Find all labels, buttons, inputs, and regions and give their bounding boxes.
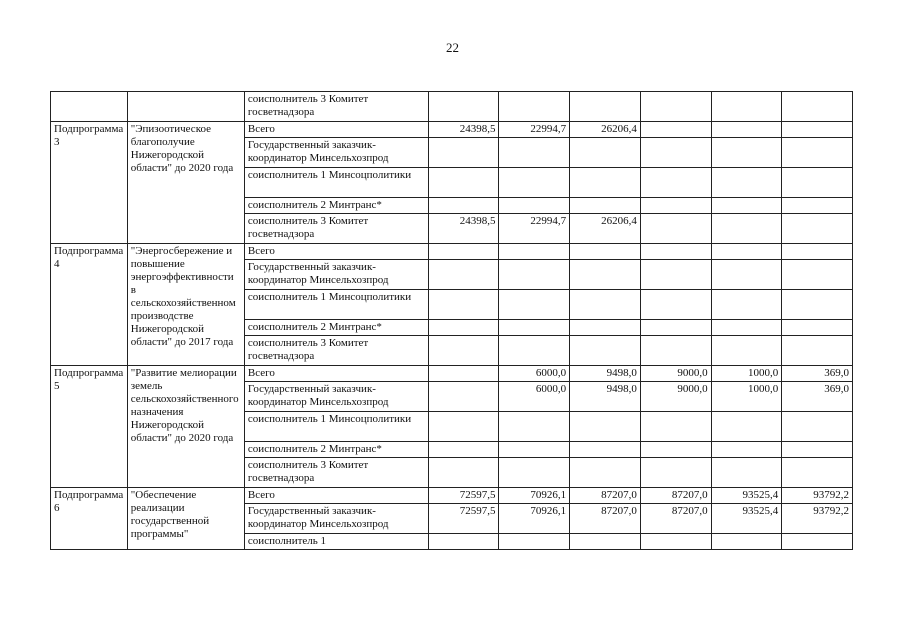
value-cell [640, 458, 711, 488]
value-cell [428, 168, 499, 198]
value-cell [640, 198, 711, 214]
value-cell: 70926,1 [499, 488, 570, 504]
value-cell: 1000,0 [711, 382, 782, 412]
value-cell [640, 412, 711, 442]
value-cell [782, 458, 853, 488]
value-cell [782, 122, 853, 138]
value-cell: 93525,4 [711, 488, 782, 504]
value-cell [499, 412, 570, 442]
value-cell [499, 168, 570, 198]
value-cell [782, 260, 853, 290]
value-cell [711, 168, 782, 198]
value-cell [711, 214, 782, 244]
value-cell [499, 458, 570, 488]
subprogram-title-cell: "Эпизоотическое благополучие Нижегородской области" до 2020 года [127, 122, 244, 244]
value-cell [711, 412, 782, 442]
executor-cell: соисполнитель 1 Минсоцполитики [244, 290, 428, 320]
subprogram-title-cell: "Развитие мелиорации земель сельскохозяйственного назначения Нижегородской области" до 2020 года [127, 366, 244, 488]
value-cell [499, 336, 570, 366]
value-cell [711, 442, 782, 458]
value-cell [782, 534, 853, 550]
value-cell [711, 198, 782, 214]
value-cell: 93525,4 [711, 504, 782, 534]
executor-cell: Всего [244, 366, 428, 382]
program-funding-table [50, 91, 853, 550]
value-cell [782, 214, 853, 244]
value-cell [640, 168, 711, 198]
value-cell [711, 320, 782, 336]
table-body [51, 92, 853, 550]
value-cell: 9000,0 [640, 366, 711, 382]
value-cell [570, 244, 641, 260]
value-cell [428, 412, 499, 442]
value-cell [640, 122, 711, 138]
subprogram-code-cell [51, 92, 128, 122]
value-cell [711, 92, 782, 122]
subprogram-title-cell [127, 92, 244, 122]
executor-cell: Всего [244, 122, 428, 138]
value-cell: 87207,0 [570, 488, 641, 504]
value-cell: 24398,5 [428, 214, 499, 244]
value-cell: 369,0 [782, 382, 853, 412]
value-cell [570, 442, 641, 458]
value-cell [499, 198, 570, 214]
value-cell [428, 366, 499, 382]
subprogram-code-cell: Подпрограмма 4 [51, 244, 128, 366]
value-cell [428, 92, 499, 122]
value-cell [428, 244, 499, 260]
subprogram-title-cell: "Обеспечение реализации государственной программы" [127, 488, 244, 550]
value-cell [570, 198, 641, 214]
value-cell [640, 92, 711, 122]
value-cell [570, 168, 641, 198]
value-cell [711, 122, 782, 138]
value-cell [499, 290, 570, 320]
executor-cell: Государственный заказчик-координатор Минсельхозпрод [244, 504, 428, 534]
executor-cell: соисполнитель 1 Минсоцполитики [244, 168, 428, 198]
value-cell [782, 198, 853, 214]
table-row [51, 488, 853, 504]
value-cell: 87207,0 [570, 504, 641, 534]
value-cell [711, 138, 782, 168]
subprogram-code-cell: Подпрограмма 6 [51, 488, 128, 550]
value-cell [782, 320, 853, 336]
executor-cell: соисполнитель 2 Минтранс* [244, 198, 428, 214]
value-cell [428, 458, 499, 488]
value-cell [640, 336, 711, 366]
value-cell [428, 534, 499, 550]
value-cell [570, 92, 641, 122]
table-row [51, 92, 853, 122]
executor-cell: Государственный заказчик-координатор Минсельхозпрод [244, 260, 428, 290]
value-cell: 87207,0 [640, 488, 711, 504]
value-cell [640, 214, 711, 244]
value-cell: 369,0 [782, 366, 853, 382]
table-row [51, 244, 853, 260]
value-cell [570, 458, 641, 488]
value-cell [640, 290, 711, 320]
table-row [51, 122, 853, 138]
value-cell: 1000,0 [711, 366, 782, 382]
executor-cell: Всего [244, 488, 428, 504]
value-cell [782, 138, 853, 168]
executor-cell: Всего [244, 244, 428, 260]
value-cell [428, 336, 499, 366]
value-cell [428, 260, 499, 290]
value-cell [782, 412, 853, 442]
value-cell [570, 138, 641, 168]
executor-cell: соисполнитель 2 Минтранс* [244, 442, 428, 458]
value-cell [499, 138, 570, 168]
value-cell: 9498,0 [570, 382, 641, 412]
value-cell: 72597,5 [428, 488, 499, 504]
value-cell [711, 534, 782, 550]
value-cell [428, 290, 499, 320]
subprogram-code-cell: Подпрограмма 3 [51, 122, 128, 244]
value-cell [499, 244, 570, 260]
value-cell [711, 458, 782, 488]
value-cell [782, 244, 853, 260]
value-cell [782, 168, 853, 198]
value-cell [711, 290, 782, 320]
value-cell [570, 320, 641, 336]
value-cell [782, 92, 853, 122]
value-cell [428, 442, 499, 458]
value-cell: 72597,5 [428, 504, 499, 534]
value-cell: 26206,4 [570, 214, 641, 244]
value-cell [640, 260, 711, 290]
value-cell [499, 92, 570, 122]
subprogram-code-cell: Подпрограмма 5 [51, 366, 128, 488]
executor-cell: соисполнитель 3 Комитет госветнадзора [244, 336, 428, 366]
value-cell: 22994,7 [499, 122, 570, 138]
executor-cell: Государственный заказчик-координатор Минсельхозпрод [244, 138, 428, 168]
subprogram-title-cell: "Энергосбережение и повышение энергоэффективности в сельскохозяйственном производстве Нижегородской области" до 2017 года [127, 244, 244, 366]
value-cell: 93792,2 [782, 504, 853, 534]
value-cell [499, 320, 570, 336]
executor-cell: соисполнитель 3 Комитет госветнадзора [244, 92, 428, 122]
value-cell [640, 138, 711, 168]
value-cell: 22994,7 [499, 214, 570, 244]
value-cell [499, 260, 570, 290]
value-cell [570, 290, 641, 320]
value-cell [570, 260, 641, 290]
value-cell: 87207,0 [640, 504, 711, 534]
value-cell [640, 244, 711, 260]
value-cell [499, 442, 570, 458]
value-cell: 6000,0 [499, 366, 570, 382]
value-cell [782, 290, 853, 320]
executor-cell: соисполнитель 1 [244, 534, 428, 550]
value-cell [428, 320, 499, 336]
value-cell [782, 442, 853, 458]
value-cell: 26206,4 [570, 122, 641, 138]
executor-cell: Государственный заказчик-координатор Минсельхозпрод [244, 382, 428, 412]
value-cell [428, 382, 499, 412]
value-cell: 70926,1 [499, 504, 570, 534]
executor-cell: соисполнитель 3 Комитет госветнадзора [244, 458, 428, 488]
value-cell [570, 412, 641, 442]
table-row [51, 366, 853, 382]
value-cell [711, 260, 782, 290]
value-cell [711, 244, 782, 260]
value-cell: 24398,5 [428, 122, 499, 138]
value-cell [570, 336, 641, 366]
value-cell [428, 198, 499, 214]
executor-cell: соисполнитель 3 Комитет госветнадзора [244, 214, 428, 244]
executor-cell: соисполнитель 2 Минтранс* [244, 320, 428, 336]
value-cell [428, 138, 499, 168]
value-cell [499, 534, 570, 550]
value-cell [640, 320, 711, 336]
value-cell [640, 534, 711, 550]
value-cell [711, 336, 782, 366]
page-number: 22 [446, 40, 459, 55]
value-cell [640, 442, 711, 458]
value-cell: 6000,0 [499, 382, 570, 412]
value-cell: 93792,2 [782, 488, 853, 504]
executor-cell: соисполнитель 1 Минсоцполитики [244, 412, 428, 442]
value-cell [782, 336, 853, 366]
value-cell: 9000,0 [640, 382, 711, 412]
value-cell [570, 534, 641, 550]
value-cell: 9498,0 [570, 366, 641, 382]
